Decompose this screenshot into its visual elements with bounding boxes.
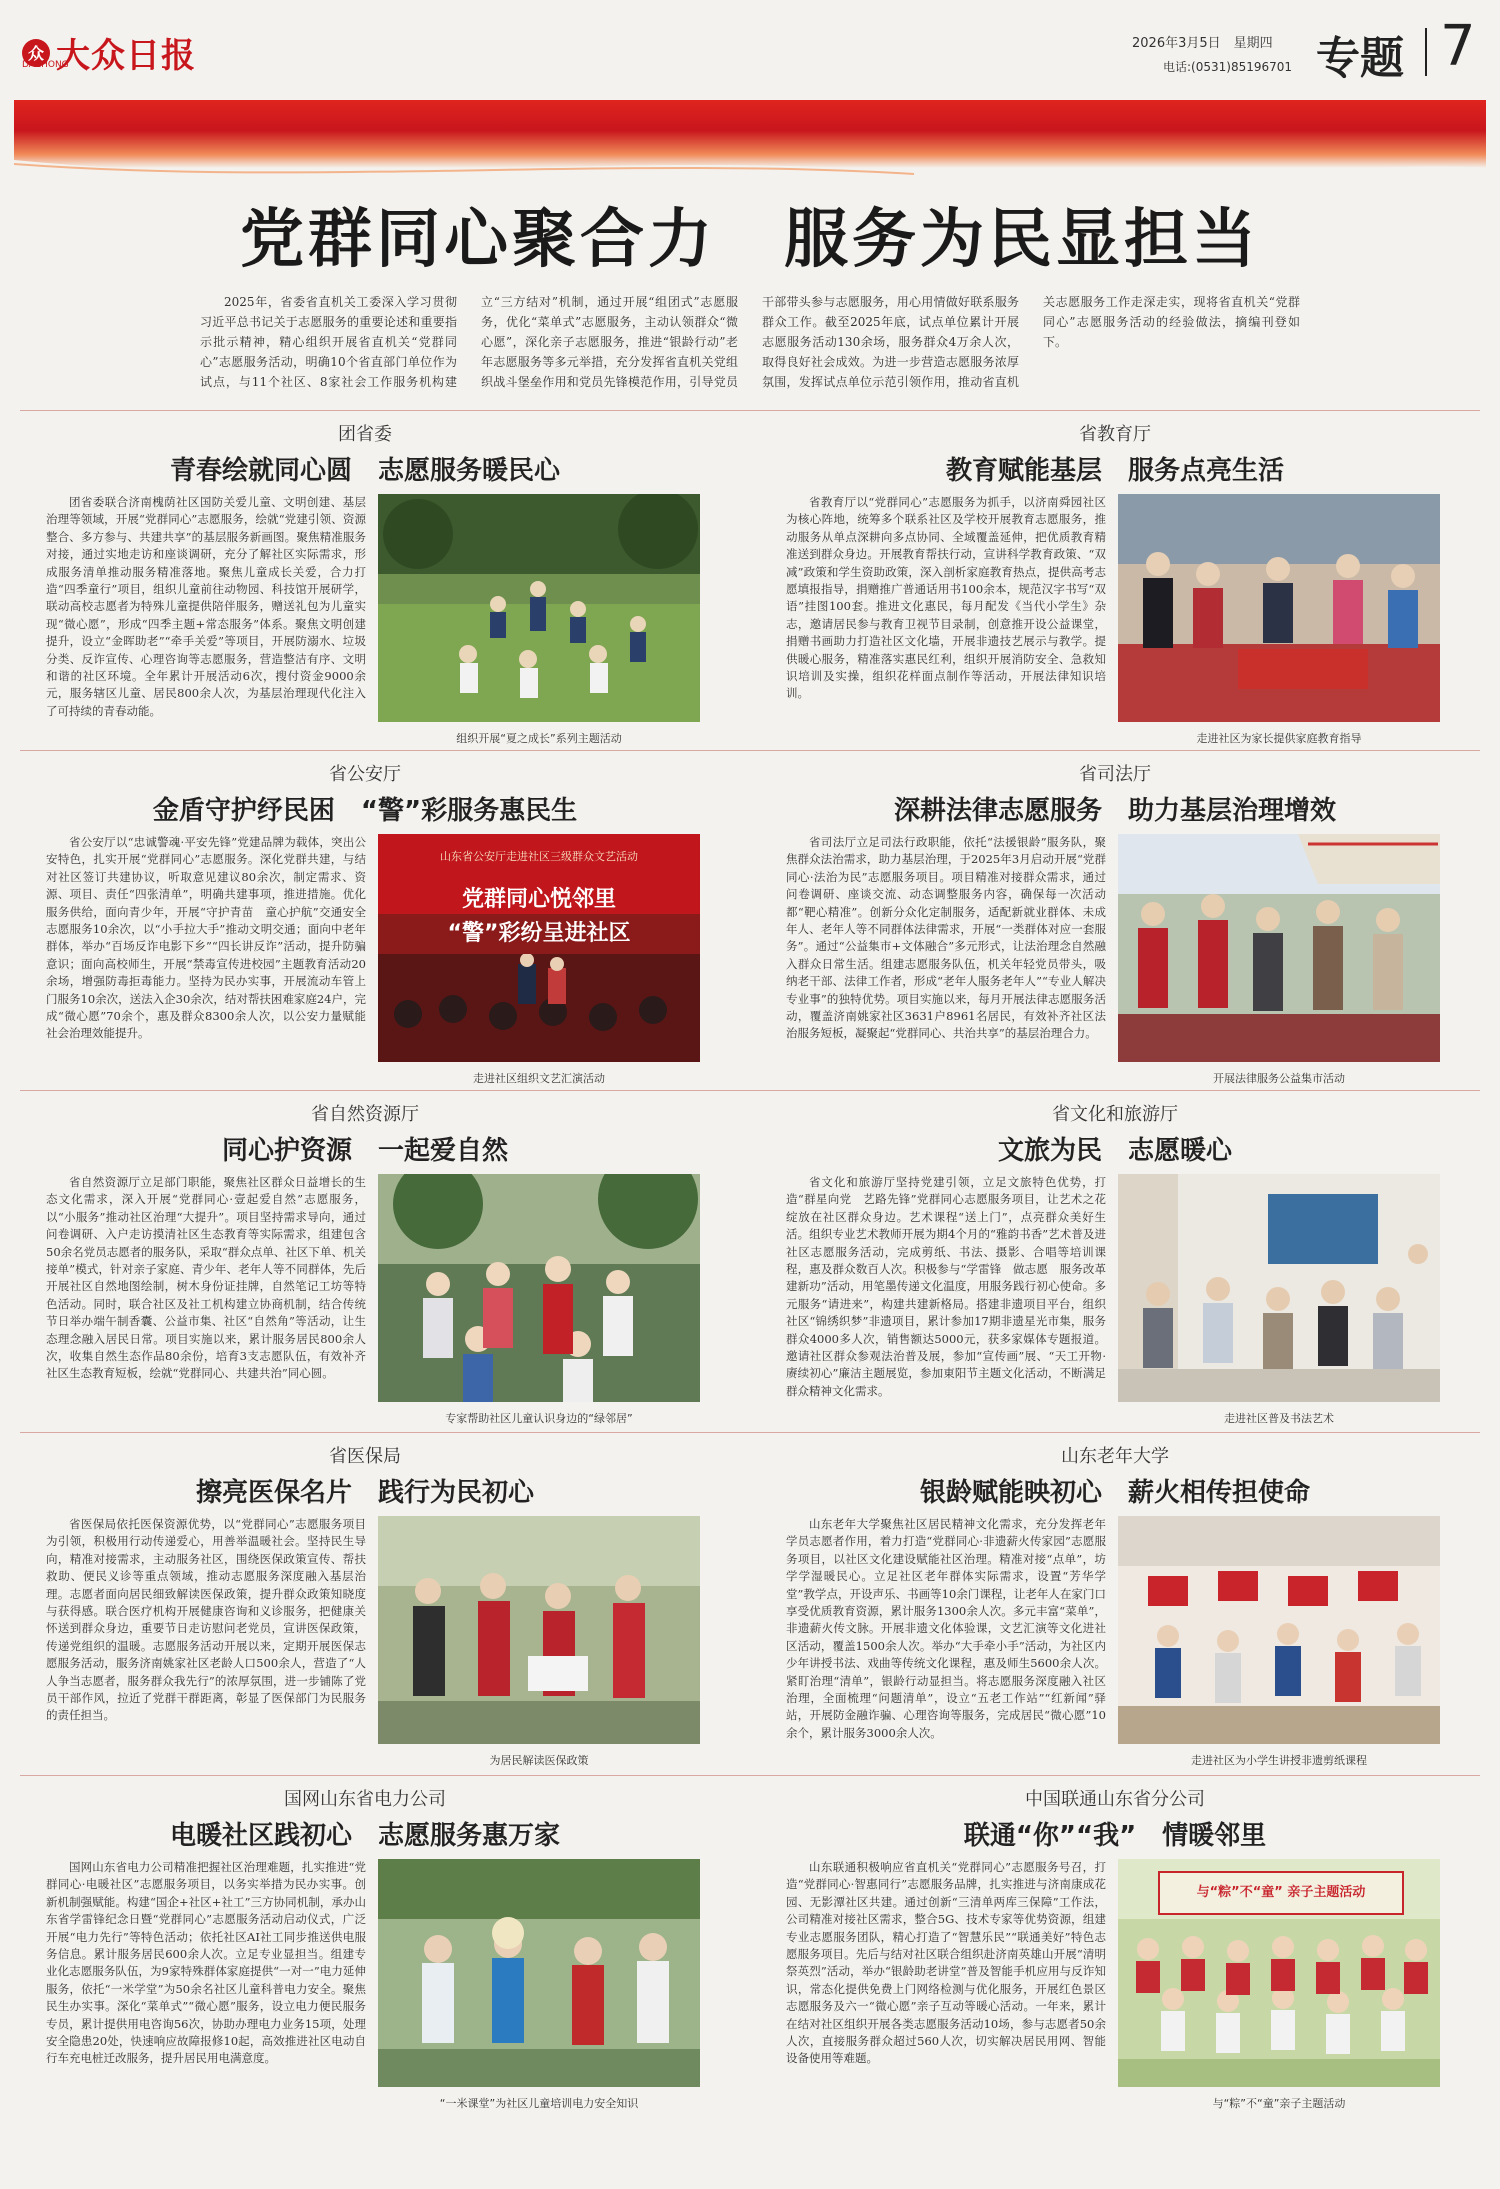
outdoor-activity-photo <box>378 494 700 722</box>
section-divider <box>20 410 1480 411</box>
article-title: 青春绘就同心圆 志愿服务暖民心 <box>169 456 560 486</box>
article-natural-resources <box>20 1100 710 1430</box>
article-photo <box>378 1174 700 1402</box>
article-title: 同心护资源 一起爱自然 <box>221 1136 508 1166</box>
article-culture-tourism <box>770 1100 1460 1430</box>
article-org: 省公安厅 <box>329 764 401 785</box>
section-divider <box>20 1432 1480 1433</box>
article-photo <box>1118 494 1440 722</box>
stage-banner-text: 山东省公安厅走进社区三级群众文艺活动 <box>440 850 638 863</box>
electricity-class-photo <box>378 1859 700 2087</box>
section-divider <box>20 1090 1480 1091</box>
article-org: 省文化和旅游厅 <box>1052 1104 1178 1125</box>
calligraphy-class-photo <box>1118 1174 1440 1402</box>
phone-number: 电话:(0531)85196701 <box>1163 60 1293 74</box>
section-name: 专题 <box>1316 33 1404 84</box>
photo-caption: 走进社区为小学生讲授非遗剪纸课程 <box>1191 1754 1367 1767</box>
audience-silhouettes <box>378 954 700 1062</box>
article-photo <box>378 1859 700 2087</box>
article-body: 省文化和旅游厅坚持党建引领，立足文旅特色优势，打造“群星向党 艺路先锋”党群同心志愿服务项目，让艺术之花绽放在社区群众身边。艺术课程“送上门”，点亮群众美好生活。组织专业艺术教师开展为期4个月的“雅韵书香”艺术普及进社区志愿服务活动，完成剪纸、书法、摄影、合唱等培训课程，惠及群众数百人次。积极参与“学雷锋 做志愿 服务改革建新功”活动，用笔墨传递文化温度，用服务践行初心使命。多元服务“请进来”，构建共建新格局。搭建非遗项目平台，组织社区“锦绣织梦”非遗项目，累计参加17期非遗星光市集，服务群众4000多人次，销售额达5000元，获多家媒体专题报道。邀请社区群众参观法治普及展，参加“宣传画”展、“天工开物·赓续初心”廉洁主题展览，参加東阳节主题文化活动，不断满足群众精神文化需求。 <box>786 1175 1106 1398</box>
article-education <box>770 420 1460 750</box>
article-org: 省医保局 <box>329 1446 401 1467</box>
intro-paragraph: 2025年，省委省直机关工委深入学习贯彻习近平总书记关于志愿服务的重要论述和重要指示批示精神，精心组织开展省直机关“党群同心”志愿服务活动，明确10个省直部门单位作为试点，与11个社区、8家社会工作服务机构建立“三方结对”机制，通过开展“组团式”志愿服务，优化“菜单式”志愿服务，主动认领群众“微心愿”，深化亲子志愿服务，推进“银龄行动”老年志愿服务等多元举措，充分发挥省直机关党组织战斗堡垒作用和党员先锋模范作用，引导党员干部带头参与志愿服务，用心用情做好联系服务群众工作。截至2025年底，试点单位累计开展志愿服务活动130余场，服务群众4万余人次，取得良好社会成效。为进一步营造志愿服务浓厚氛围，发挥试点单位示范引领作用，推动省直机关志愿服务工作走深走实，现将省直机关“党群同心”志愿服务活动的经验做法，摘编刊登如下。 <box>200 295 1300 389</box>
photo-caption: 专家帮助社区儿童认识身边的“绿邻居” <box>445 1412 633 1425</box>
article-body: 省自然资源厅立足部门职能，聚焦社区群众日益增长的生态文化需求，深入开展“党群同心·壹起爱自然”志愿服务，以“小服务”推动社区治理“大提升”。项目坚持需求导向，通过问卷调研、入户走访摸清社区生态教育等实际需求，组建包含50余名党员志愿者的服务队，采取“群众点单、社区下单、机关接单”模式，针对亲子家庭、青少年、老年人等不同群体，先后开展社区自然地图绘制，树木身份证挂牌，自然笔记工坊等特色活动。同时，联合社区及社工机构建立协商机制，结合传统节日举办端午制香囊、公益市集、社区“自然角”等活动，让生态理念融入居民日常。项目实施以来，累计服务居民800余人次，收集自然生态作品80余份，培育3支志愿队伍，有效补齐社区生态教育短板，绘就“党群同心、共建共治”同心圆。 <box>46 1175 366 1381</box>
article-title: 擦亮医保名片 践行为民初心 <box>195 1478 534 1508</box>
article-title: 银龄赋能映初心 薪火相传担使命 <box>919 1478 1310 1508</box>
article-medical-insurance <box>20 1442 710 1772</box>
article-body: 省公安厅以“忠诚警魂·平安先锋”党建品牌为载体，突出公安特色，扎实开展“党群同心”志愿服务。深化党群共建，与结对社区签订共建协议，听取意见建议80余次，制定需求、资源、项目、责任“四张清单”，明确共建事项，推进措施。优化服务供给，面向青少年，开展“守护青苗 童心护航”交通安全志愿服务10余次，以“小手拉大手”推动文明交通；面向中老年群体，举办“百场反诈电影下乡”“四长讲反诈”活动，提升防骗意识；面向高校师生，开展“禁毒宣传进校园”主题教育活动20余场，增强防毒拒毒能力。坚持为民办实事，开展流动车管上门服务10余次，送法入企30余次，结对帮扶困难家庭24户，完成“微心愿”70余个，惠及群众8300余人次，以公安力量赋能社会治理效能提升。 <box>46 835 366 1041</box>
logo-emblem-icon: 众 <box>22 39 50 67</box>
page-headline: 党群同心聚合力 服务为民显担当 <box>240 202 1260 277</box>
article-title: 电暖社区践初心 志愿服务惠万家 <box>169 1821 560 1851</box>
article-org: 国网山东省电力公司 <box>284 1789 446 1810</box>
photo-caption: 走进社区组织文艺汇演活动 <box>473 1072 605 1085</box>
group-photo <box>1118 1919 1440 2087</box>
article-body: 山东联通积极响应省直机关“党群同心”志愿服务号召，打造“党群同心·智惠同行”志愿服务品牌，扎实推进与济南康成花园、无影潭社区共建。通过创新“三清单两库三保障”工作法，公司精准对接社区需求，整合5G、技术专家等优势资源，组建专业志愿服务团队，精心打造了“智慧乐民”“联通美好”特色志愿服务项目。先后与结对社区联合组织赴济南英雄山开展“清明祭英烈”活动，举办“银龄助老讲堂”普及智能手机应用与反诈知识，常态化提供免费上门网络检测与优化服务，开展红色景区志愿服务及六一“微心愿”亲子互动等暖心活动。一年来，累计在结对社区组织开展各类志愿服务活动10场，参与志愿者50余人次，直接服务群众超过560人次，切实解决居民用网、智能设备使用等难题。 <box>786 1860 1106 2066</box>
article-state-grid <box>20 1785 710 2115</box>
article-police <box>20 760 710 1090</box>
section-divider <box>20 1775 1480 1776</box>
stage-slogan-2: “警”彩纷呈进社区 <box>447 921 631 946</box>
photo-caption: 与“粽”不“童”亲子主题活动 <box>1212 2097 1346 2110</box>
article-photo <box>378 494 700 722</box>
article-body: 省司法厅立足司法行政职能，依托“法援银龄”服务队，聚焦群众法治需求，助力基层治理，于2025年3月启动开展“党群同心·法治为民”志愿服务项目。项目精准对接群众需求，通过问卷调研、座谈交流、动态调整服务内容，确保每一次活动都“靶心精准”。创新分众化定制服务，适配新就业群体、未成年人、老年人等不同群体法律需求，开展“一类群体对应一套服务”。通过“公益集市+文体融合”多元形式，让法治理念自然融入群众日常生活。组建志愿服务队伍，机关年轻党员带头，吸纳老干部、法律工作者，形成“老年人服务老年人”“专业人解决专业事”的独特优势。项目实施以来，每月开展法律志愿服务活动，覆盖济南姚家社区3631户8961名居民，有效补齐社区法治服务短板，凝聚起“党群同心、共治共享”的基层治理合力。 <box>786 835 1106 1041</box>
article-org: 团省委 <box>338 424 392 445</box>
article-body: 省教育厅以“党群同心”志愿服务为抓手，以济南舜园社区为核心阵地，统筹多个联系社区及学校开展教育志愿服务，推动服务从单点深耕向多点协同、全域覆盖延伸，把优质教育精准送到群众身边。开展教育帮扶行动，宣讲科学教育政策、“双减”政策和学生资助政策，深入剖析家庭教育热点，提供高考志愿填报指导，捐赠推广普通话用书100余本，规范汉字书写“双语”挂图100套。推进文化惠民，每月配发《当代小学生》杂志，邀请居民参与教育卫视节目录制，创意推开设公益课堂，捐赠书画助力打造社区文化墙，开展非遗技艺展示与教学。提供暖心服务，精准落实惠民红利，组织开展消防安全、急救知识培训及实操，组织花样面点制作等活动，开展法律知识培训。 <box>786 495 1106 701</box>
photo-caption: 走进社区普及书法艺术 <box>1224 1412 1334 1425</box>
article-photo <box>1118 1859 1440 2087</box>
issue-date: 2026年3月5日 星期四 <box>1132 36 1273 51</box>
article-league <box>20 420 710 750</box>
photo-caption: “一米课堂”为社区儿童培训电力安全知识 <box>439 2097 639 2110</box>
article-body: 国网山东省电力公司精准把握社区治理难题，扎实推进“党群同心·电暖社区”志愿服务项目，以务实举措为民办实事。创新机制强赋能。构建“国企+社区+社工”三方协同机制，承办山东省学雷锋纪念日暨“党群同心”志愿服务活动启动仪式，广泛开展“电力先行”等特色活动；依托社区AI社工同步推送供电服务信息。累计服务居民600余人次。立足专业显担当。组建专业化志愿服务队伍，为9家特殊群体家庭提供“一对一”电力延伸服务，依托“一米学堂”为50余名社区儿童科普电力安全。聚焦民生办实事。深化“菜单式”“微心愿”服务，设立电力便民服务专员，累计提供用电咨询56次，协助办理电力业务15项，处理安全隐患20处，快速响应故障报修10起，高效推进社区电动自行车充电桩迁改服务，提升居民用电满意度。 <box>46 1860 366 2066</box>
children-nature-photo <box>378 1174 700 1402</box>
article-title: 深耕法律志愿服务 助力基层治理增效 <box>893 796 1336 826</box>
banner-wave-decoration <box>14 150 1486 190</box>
article-body: 山东老年大学聚焦社区居民精神文化需求，充分发挥老年学员志愿者作用，着力打造“党群同心·非遗薪火传家园”志愿服务项目，以社区文化建设赋能社区治理。精准对接“点单”，坊学学湿暖民心。立足社区老年群体实际需求，设置“芳华学堂”教学点，开设声乐、书画等10余门课程，让老年人在家门口享受优质教育资源，累计服务1300余人次。多元丰富“菜单”，非遗薪火传文脉。开展非遗文化体验课，文艺汇演等文化进社区活动，覆盖1500余人次。举办“大手牵小手”活动，为社区内少年讲授书法、戏曲等传统文化课程，惠及师生5600余人次。紧盯治理“清单”，银龄行动显担当。将志愿服务深度融入社区治理，全面梳理“问题清单”，设立“五老工作站”“红新闻”驿站，开展防金融诈骗、心理咨询等服务，完成居民“微心愿”10余个，累计服务3000余人次。 <box>786 1517 1106 1740</box>
article-photo <box>1118 1516 1440 1744</box>
photo-caption: 开展法律服务公益集市活动 <box>1213 1072 1345 1085</box>
article-org: 省司法厅 <box>1079 764 1151 785</box>
article-justice <box>770 760 1460 1090</box>
article-title: 教育赋能基层 服务点亮生活 <box>945 456 1284 486</box>
article-title: 联通“你”“我” 情暖邻里 <box>963 1821 1267 1851</box>
section-divider <box>20 750 1480 751</box>
article-photo <box>378 834 700 1062</box>
logo-subtext: DAZHONG <box>22 60 69 70</box>
event-banner: 与“粽”不“童” 亲子主题活动 <box>1158 1871 1404 1915</box>
article-senior-university <box>770 1442 1460 1772</box>
page-number: 7 <box>1440 14 1476 79</box>
article-title: 金盾守护纾民困 “警”彩服务惠民生 <box>152 796 578 826</box>
photo-caption: 组织开展“夏之成长”系列主题活动 <box>456 732 622 745</box>
parents-guidance-photo <box>1118 494 1440 722</box>
article-org: 省教育厅 <box>1079 424 1151 445</box>
article-body: 省医保局依托医保资源优势，以“党群同心”志愿服务项目为引领，积极用行动传递爱心，用善举温暖社会。坚持民生导向，精准对接需求，主动服务社区，围绕医保政策宣传、帮扶救助、便民义诊等重点领域，推动志愿服务深度融入基层治理。志愿者面向居民细致解读医保政策，提升群众政策知晓度与获得感。联合医疗机构开展健康咨询和义诊服务，把健康关怀送到群众身边，重要节日走访慰问老党员，宣讲医保政策，传递党组织的温暖。志愿服务活动开展以来，定期开展医保志愿服务活动，服务济南姚家社区老龄人口500余人，营造了“人人争当志愿者，服务群众我先行”的浓厚氛围，进一步铺陈了党员干部作风，拉近了党群干群距离，彰显了医保部门为民服务的责任担当。 <box>46 1517 366 1723</box>
page-separator <box>1425 28 1427 76</box>
article-photo <box>1118 1174 1440 1402</box>
article-title: 文旅为民 志愿暖心 <box>997 1136 1232 1166</box>
insurance-explain-photo <box>378 1516 700 1744</box>
masthead <box>0 0 1500 90</box>
article-org: 山东老年大学 <box>1061 1446 1169 1467</box>
article-photo <box>1118 834 1440 1062</box>
logo-text: 大众日报 <box>56 36 196 76</box>
photo-caption: 走进社区为家长提供家庭教育指导 <box>1196 732 1362 745</box>
stage-slogan-1: 党群同心悦邻里 <box>461 887 616 912</box>
article-org: 省自然资源厅 <box>311 1104 419 1125</box>
papercut-class-photo <box>1118 1516 1440 1744</box>
article-photo <box>378 1516 700 1744</box>
legal-market-photo <box>1118 834 1440 1062</box>
article-body: 团省委联合济南槐荫社区国防关爱儿童、文明创建、基层治理等领域，开展“党群同心”志愿服务，绘就“党建引领、资源整合、多方参与、共建共享”的基层服务新画图。聚焦精准服务对接，通过实地走访和座谈调研，充分了解社区实际需求，形成服务清单推动服务精准落地。聚焦儿童成长关爱，合力打造“四季童行”项目，组织儿童前往动物园、科技馆开展研学，联动高校志愿者为特殊儿童提供陪伴服务，赠送礼包为儿童实现“微心愿”，形成“四季主题+常态服务”体系。聚焦文明创建提升，设立“金晖助老”“牵手关爱”等项目，开展防溺水、垃圾分类、反诈宣传、心理咨询等志愿服务，营造整洁有序、文明和谐的社区环境。全年累计开展活动6次，搜付资金9000余元，服务辖区儿童、居民800余人次，为基层治理现代化注入了可持续的青春动能。 <box>46 495 366 718</box>
article-china-unicom <box>770 1785 1460 2115</box>
article-org: 中国联通山东省分公司 <box>1025 1789 1205 1810</box>
photo-caption: 为居民解读医保政策 <box>489 1754 589 1767</box>
